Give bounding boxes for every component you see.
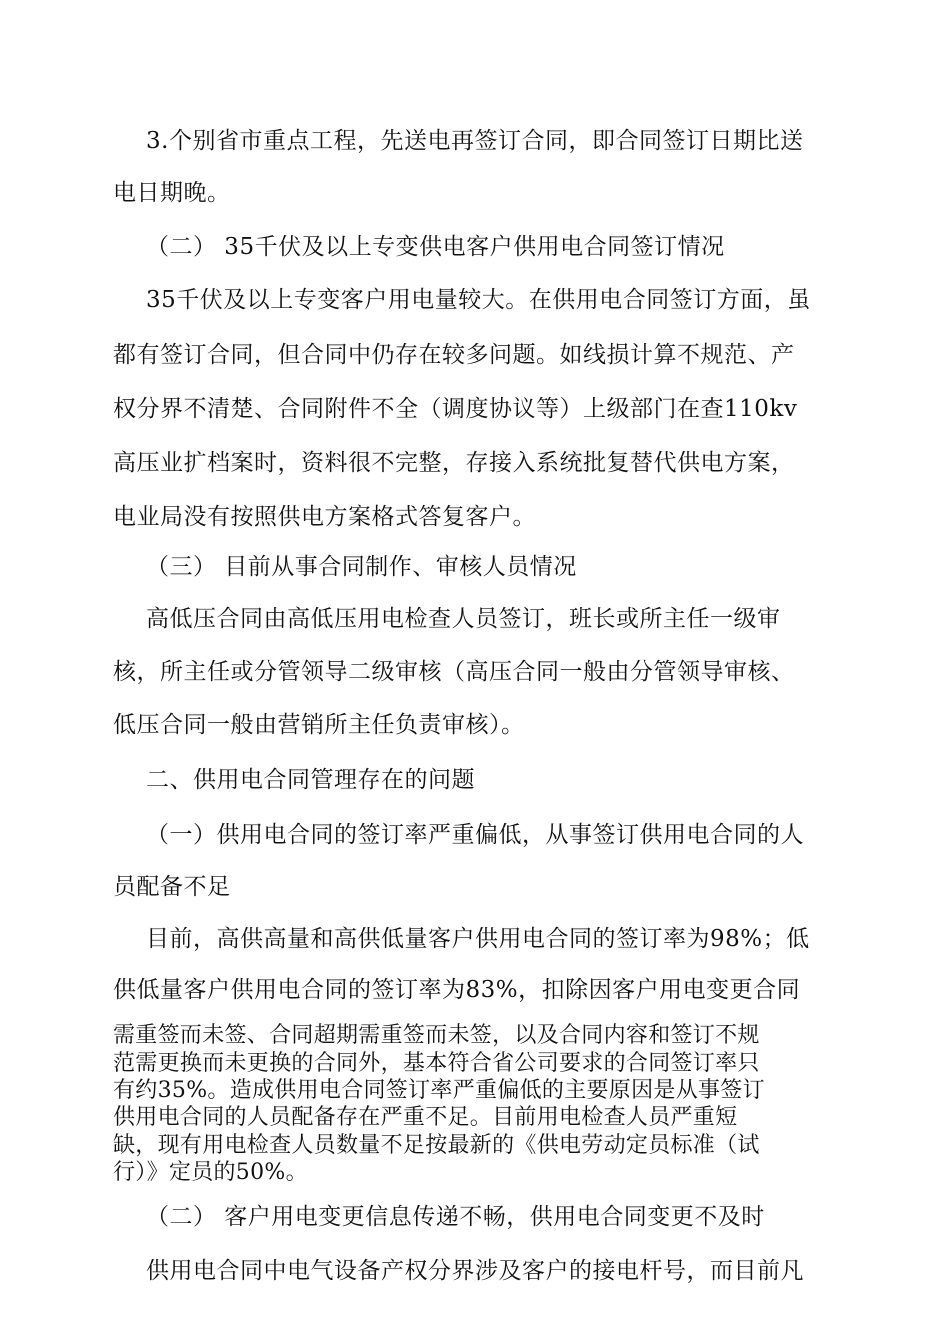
text-line: 核，所主任或分管领导二级审核（高压合同一般由分管领导审核、 — [113, 659, 795, 685]
text-line: 目前，高供高量和高供低量客户供用电合同的签订率为98%；低 — [146, 926, 810, 952]
text-line: 3.个别省市重点工程，先送电再签订合同，即合同签订日期比送 — [146, 128, 804, 154]
section-heading: 员配备不足 — [113, 874, 231, 900]
section-heading: （三） 目前从事合同制作、审核人员情况 — [146, 554, 577, 580]
text-line: 需重签而未签、合同超期需重签而未签，以及合同内容和签订不规 — [113, 1023, 760, 1048]
section-heading: （一）供用电合同的签订率严重偏低，从事签订供用电合同的人 — [146, 822, 804, 848]
text-line: 权分界不清楚、合同附件不全（调度协议等）上级部门在查110kv — [113, 396, 798, 422]
text-line: 电日期晚。 — [113, 180, 231, 206]
text-line: 范需更换而未更换的合同外，基本符合省公司要求的合同签订率只 — [113, 1051, 760, 1076]
text-line: 有约35%。造成供用电合同签订率严重偏低的主要原因是从事签订 — [113, 1078, 765, 1103]
text-line: 供用电合同中电气设备产权分界涉及客户的接电杆号，而目前凡 — [146, 1258, 804, 1284]
text-line: 供用电合同的人员配备存在严重不足。目前用电检查人员严重短 — [113, 1105, 738, 1130]
section-heading: （二） 客户用电变更信息传递不畅，供用电合同变更不及时 — [146, 1204, 765, 1230]
text-line: 电业局没有按照供电方案格式答复客户。 — [113, 504, 536, 530]
text-line: 低压合同一般由营销所主任负责审核）。 — [113, 712, 525, 738]
text-line: 供低量客户供用电合同的签订率为83%，扣除因客户用电变更合同 — [113, 977, 801, 1003]
section-heading: （二） 35千伏及以上专变供电客户供用电合同签订情况 — [146, 234, 725, 260]
text-line: 高低压合同由高低压用电检查人员签订，班长或所主任一级审 — [146, 606, 781, 632]
text-line: 都有签订合同，但合同中仍存在较多问题。如线损计算不规范、产 — [113, 342, 795, 368]
text-line: 行）》定员的50%。 — [113, 1160, 308, 1185]
text-line: 缺，现有用电检查人员数量不足按最新的《供电劳动定员标准（试 — [113, 1133, 760, 1158]
text-line: 35千伏及以上专变客户用电量较大。在供用电合同签订方面，虽 — [146, 287, 811, 313]
chapter-heading: 二、供用电合同管理存在的问题 — [146, 767, 475, 793]
text-line: 高压业扩档案时，资料很不完整，存接入系统批复替代供电方案， — [113, 450, 795, 476]
